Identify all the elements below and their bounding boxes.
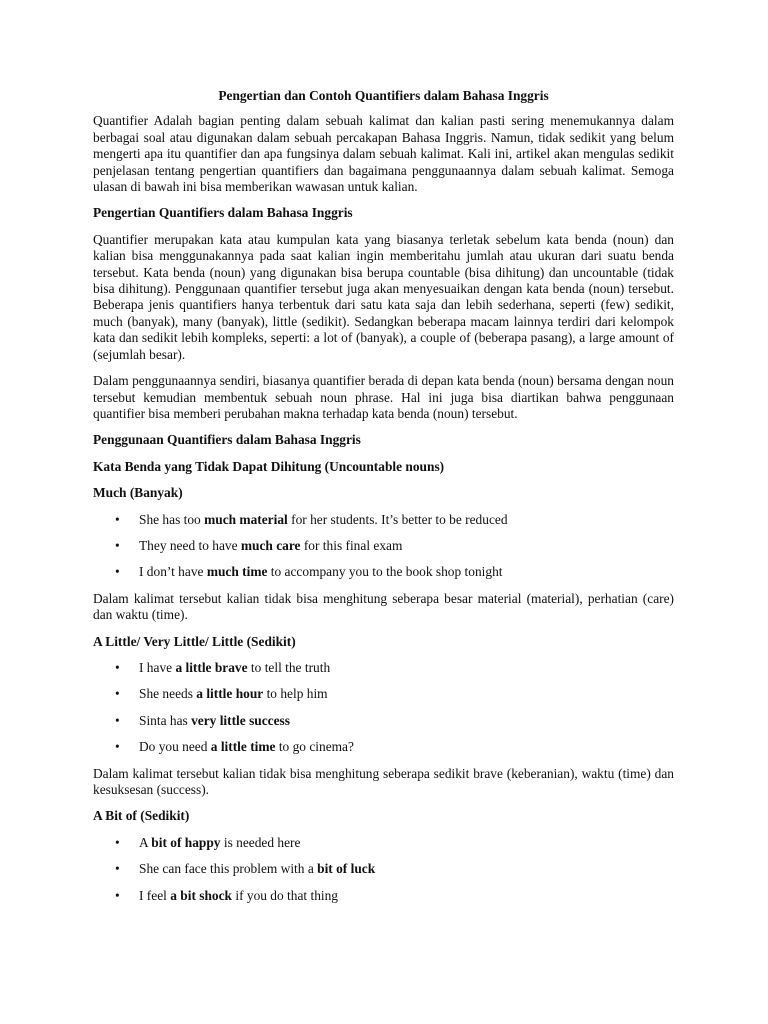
little-explanation: Dalam kalimat tersebut kalian tidak bisa menghitung seberapa sedikit brave (keberanian), waktu (time) dan kesuksesan (success).: [93, 765, 674, 797]
heading-a-bit-of: A Bit of (Sedikit): [93, 808, 190, 824]
bullet-icon: •: [115, 887, 120, 903]
definition-paragraph-2: Dalam penggunaannya sendiri, biasanya quantifier berada di depan kata benda (noun) bersama dengan noun tersebut kemudian membentuk sebuah noun phrase. Hal ini juga bisa diartikan bahwa penggunaan quantifier bisa memberi perubahan makna terhadap kata benda (noun) tersebut.: [93, 373, 674, 421]
subheading-uncountable: Kata Benda yang Tidak Dapat Dihitung (Uncountable nouns): [93, 458, 445, 474]
bullet-icon: •: [115, 537, 120, 553]
document-title: Pengertian dan Contoh Quantifiers dalam Bahasa Inggris: [218, 88, 549, 103]
list-item: • She has too much material for her students. It’s better to be reduced: [115, 511, 508, 527]
list-item: • I feel a bit shock if you do that thing: [115, 887, 339, 903]
bullet-icon: •: [115, 511, 120, 527]
bit-example-list: [93, 835, 674, 904]
bullet-icon: •: [115, 834, 120, 850]
list-item: • Do you need a little time to go cinema?: [115, 739, 354, 755]
heading-a-little: A Little/ Very Little/ Little (Sedikit): [93, 633, 296, 649]
intro-paragraph: Quantifier Adalah bagian penting dalam sebuah kalimat dan kalian pasti sering menemukannya dalam berbagai soal atau digunakan dalam sebuah percakapan Bahasa Inggris. Namun, tidak sedikit yang belum mengerti apa itu quantifier dan apa fungsinya dalam sebuah kalimat. Kali ini, artikel akan mengulas sedikit penjelasan tentang pengertian quantifiers dan bagaimana penggunaannya dalam sebuah kalimat. Semoga ulasan di bawah ini bisa memberikan wawasan untuk kalian.: [93, 113, 674, 195]
section-heading-definition: Pengertian Quantifiers dalam Bahasa Inggris: [93, 205, 353, 221]
bullet-icon: •: [115, 564, 120, 580]
list-item: • She needs a little hour to help him: [115, 686, 328, 702]
little-example-list: [93, 660, 674, 756]
document-body: [93, 88, 674, 914]
list-item: • They need to have much care for this final exam: [115, 537, 403, 553]
bullet-icon: •: [115, 739, 120, 755]
list-item: • Sinta has very little success: [115, 712, 290, 728]
list-item: • I don’t have much time to accompany you to the book shop tonight: [115, 564, 503, 580]
much-example-list: [93, 512, 674, 581]
list-item: • A bit of happy is needed here: [115, 834, 301, 850]
section-heading-usage: Penggunaan Quantifiers dalam Bahasa Inggris: [93, 432, 361, 448]
much-explanation: Dalam kalimat tersebut kalian tidak bisa menghitung seberapa besar material (material), perhatian (care) dan waktu (time).: [93, 590, 674, 623]
list-item: • I have a little brave to tell the truth: [115, 659, 331, 675]
bullet-icon: •: [115, 659, 120, 675]
bullet-icon: •: [115, 686, 120, 702]
heading-much: Much (Banyak): [93, 485, 183, 501]
definition-paragraph-1: Quantifier merupakan kata atau kumpulan kata yang biasanya terletak sebelum kata benda (noun) dan kalian bisa menggunakannya pada saat kalian ingin memberitahu jumlah atau ukuran dari suatu benda tersebut. Kata benda (noun) yang digunakan bisa berupa countable (bisa dihitung) dan uncountable (tidak bisa dihitung). Penggunaan quantifier tersebut juga akan menyesuaikan dengan kata benda (noun) tersebut. Beberapa jenis quantifiers hanya terbentuk dari satu kata saja dan lebih sederhana, seperti (few) sedikit, much (banyak), many (banyak), little (sedikit). Sedangkan beberapa macam lainnya terdiri dari kelompok kata dan sedikit lebih kompleks, seperti: a lot of (banyak), a couple of (beberapa pasang), a large amount of (sejumlah besar).: [93, 231, 674, 362]
bullet-icon: •: [115, 712, 120, 728]
list-item: • She can face this problem with a bit of luck: [115, 861, 376, 877]
bullet-icon: •: [115, 861, 120, 877]
